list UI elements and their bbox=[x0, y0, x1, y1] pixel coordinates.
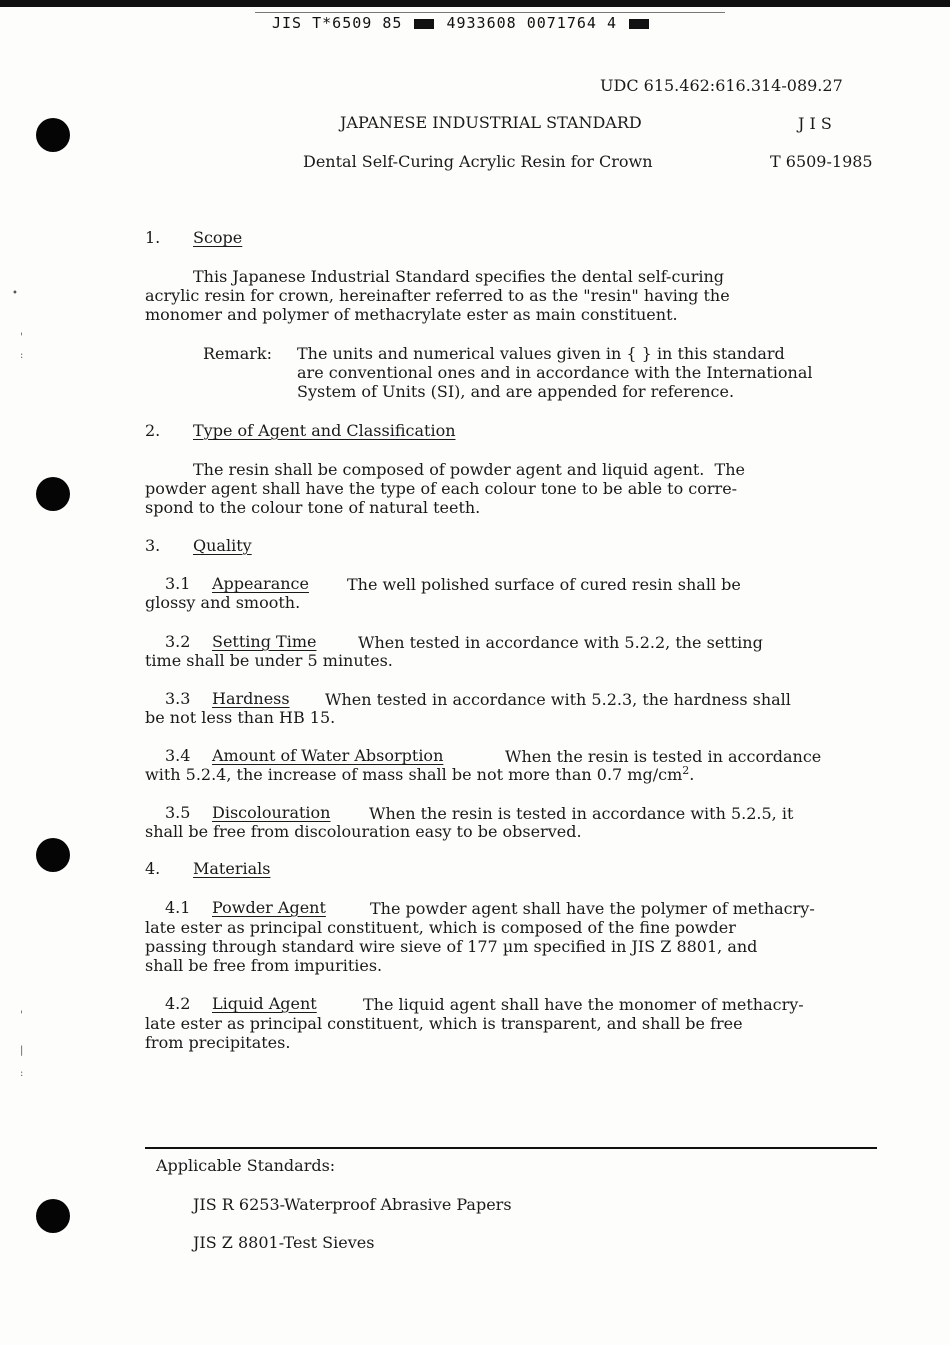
scan-header-rule bbox=[255, 12, 725, 13]
clause-number: 3.4 bbox=[165, 746, 191, 765]
section-2-title: Type of Agent and Classification bbox=[193, 421, 456, 440]
punch-hole-icon bbox=[36, 118, 70, 152]
clause-text: The well polished surface of cured resin shall be bbox=[347, 575, 741, 594]
clause-text: The liquid agent shall have the monomer of methacry- bbox=[363, 995, 804, 1014]
section-3-title: Quality bbox=[193, 536, 252, 555]
section-1-number: 1. bbox=[145, 228, 161, 247]
clause-title: Amount of Water Absorption bbox=[212, 746, 444, 765]
barcode-block-icon bbox=[414, 19, 434, 29]
clause-text: late ester as principal constituent, which is transparent, and shall be free from precipitates. bbox=[145, 1014, 743, 1052]
section-1-body: This Japanese Industrial Standard specifies the dental self-curing acrylic resin for crown, hereinafter referred to as the "resin" having the monomer and polymer of methacrylate ester as main constituent. bbox=[145, 267, 730, 324]
scan-header bbox=[272, 14, 651, 32]
clause-text: When tested in accordance with 5.2.3, the hardness shall bbox=[325, 690, 791, 709]
section-4-number: 4. bbox=[145, 859, 161, 878]
scan-header-mid: 4933608 0071764 4 bbox=[446, 14, 617, 32]
clause-number: 3.1 bbox=[165, 574, 191, 593]
section-3-number: 3. bbox=[145, 536, 161, 555]
scan-speck: : bbox=[20, 350, 24, 361]
clause-text-main: with 5.2.4, the increase of mass shall be not more than 0.7 mg/cm bbox=[145, 765, 683, 784]
standard-number: T 6509-1985 bbox=[770, 152, 873, 171]
remark-body: The units and numerical values given in { } in this standard are conventional ones and in accordance with the International System of Units (SI), and are appended for reference. bbox=[297, 344, 813, 401]
applicable-item: JIS Z 8801-Test Sieves bbox=[193, 1233, 375, 1252]
scan-top-border bbox=[0, 0, 950, 7]
scan-header-left: JIS T*6509 85 bbox=[272, 14, 403, 32]
clause-text: be not less than HB 15. bbox=[145, 708, 336, 727]
section-1-title: Scope bbox=[193, 228, 243, 247]
clause-title: Appearance bbox=[212, 574, 309, 593]
scan-speck: : bbox=[20, 1068, 24, 1079]
remark-label: Remark: bbox=[203, 344, 272, 363]
clause-title: Liquid Agent bbox=[212, 994, 317, 1013]
section-2-number: 2. bbox=[145, 421, 161, 440]
clause-text-end: . bbox=[689, 765, 695, 784]
clause-number: 3.5 bbox=[165, 803, 191, 822]
clause-title: Hardness bbox=[212, 689, 290, 708]
clause-text: glossy and smooth. bbox=[145, 593, 301, 612]
punch-hole-icon bbox=[36, 477, 70, 511]
standard-org: JAPANESE INDUSTRIAL STANDARD bbox=[340, 113, 642, 132]
document-title: Dental Self-Curing Acrylic Resin for Crown bbox=[303, 152, 653, 171]
clause-title: Powder Agent bbox=[212, 898, 326, 917]
section-2-body: The resin shall be composed of powder agent and liquid agent. The powder agent shall have the type of each colour tone to be able to corre- spond to the colour tone of natural teeth. bbox=[145, 460, 745, 517]
section-4-title: Materials bbox=[193, 859, 271, 878]
clause-text: When tested in accordance with 5.2.2, the setting bbox=[358, 633, 763, 652]
punch-hole-icon bbox=[36, 838, 70, 872]
punch-hole-icon bbox=[36, 1199, 70, 1233]
scan-speck: ' bbox=[20, 1010, 23, 1021]
clause-text: late ester as principal constituent, which is composed of the fine powder passing through standard wire sieve of 177 µm specified in JIS Z 8801, and shall be free from impurities. bbox=[145, 918, 758, 975]
clause-text bbox=[145, 765, 694, 784]
scan-speck: | bbox=[20, 1045, 24, 1056]
clause-number: 4.1 bbox=[165, 898, 191, 917]
udc-code: UDC 615.462:616.314-089.27 bbox=[600, 76, 843, 95]
clause-text: When the resin is tested in accordance with 5.2.5, it bbox=[369, 804, 794, 823]
clause-text: The powder agent shall have the polymer of methacry- bbox=[370, 899, 815, 918]
scan-speck: • bbox=[12, 288, 18, 299]
applicable-item: JIS R 6253-Waterproof Abrasive Papers bbox=[193, 1195, 512, 1214]
clause-text: shall be free from discolouration easy to be observed. bbox=[145, 822, 582, 841]
clause-number: 3.3 bbox=[165, 689, 191, 708]
barcode-block-icon bbox=[629, 19, 649, 29]
clause-number: 4.2 bbox=[165, 994, 191, 1013]
clause-number: 3.2 bbox=[165, 632, 191, 651]
scan-speck: ' bbox=[20, 332, 23, 343]
clause-title: Discolouration bbox=[212, 803, 331, 822]
applicable-heading: Applicable Standards: bbox=[156, 1156, 336, 1175]
superscript: 2 bbox=[682, 764, 690, 777]
clause-title: Setting Time bbox=[212, 632, 317, 651]
clause-text: time shall be under 5 minutes. bbox=[145, 651, 393, 670]
clause-text: When the resin is tested in accordance bbox=[505, 747, 822, 766]
jis-mark: J I S bbox=[798, 114, 832, 133]
footnote-rule bbox=[145, 1147, 877, 1149]
